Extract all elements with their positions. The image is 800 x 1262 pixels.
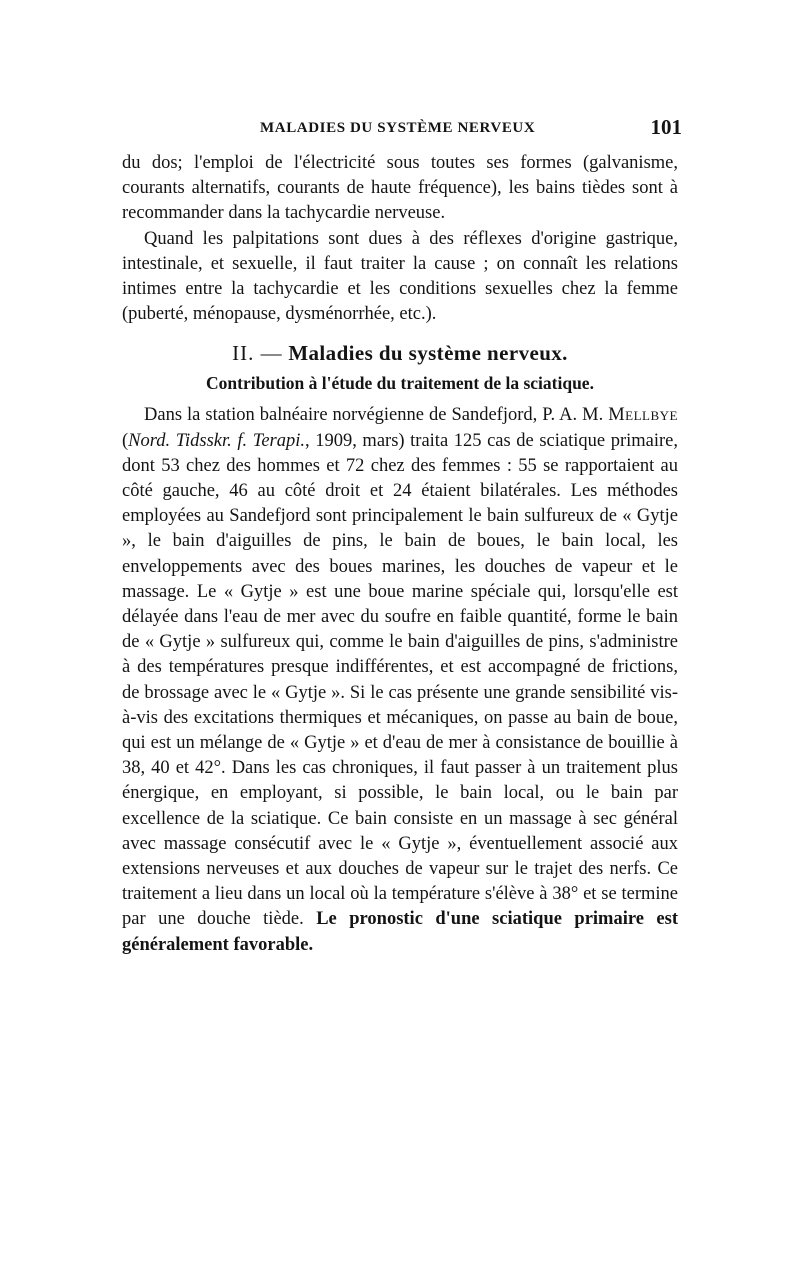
section-number: II. —: [232, 341, 283, 366]
page-number: 101: [650, 115, 682, 139]
paragraph-3-intro: Dans la station balnéaire norvégienne de Sandefjord, P. A. M.: [144, 405, 604, 426]
paragraph-2: Quand les palpitations sont dues à des réflexes d'origine gastrique, intestinale, et sexuelle, il faut traiter la cause ; on connaît les relations intimes entre la tachycardie et les conditions sexuelles chez la femme (puberté, ménopause, dysménorrhée, etc.).: [122, 228, 678, 325]
subsection-heading: Contribution à l'étude du traitement de la sciatique.: [206, 373, 594, 394]
citation-open: (: [122, 430, 129, 451]
section-title: Maladies du système nerveux.: [288, 341, 568, 366]
text-block: [122, 151, 678, 958]
section-heading: [122, 339, 678, 367]
paragraph-3-conclusion: Le pronostic d'une sciatique primaire est généralement favorable.: [122, 909, 678, 955]
running-head: [122, 115, 682, 142]
journal-title: Nord. Tidsskr. f. Terapi.: [128, 430, 305, 451]
paragraph-3-body: , 1909, mars) traita 125 cas de sciatique primaire, dont 53 chez des hommes et 72 chez des femmes : 55 se rapportaient au côté gauche, 46 au côté droit et 24 étaient bilatérales. Les méthodes employées au Sandefjord sont principalement le bain sulfureux de « Gytje », le bain d'aiguilles de pins, le bain de boues, le bain local, les enveloppements avec des boues marines, les douches de vapeur et le massage. Le « Gytje » est une boue marine spéciale qui, lorsqu'elle est délayée dans l'eau de mer avec du soufre en faible quantité, forme le bain de « Gytje » sulfureux qui, comme le bain d'aiguilles de pins, s'administre à des températures presque indifférentes, et est accompagné de frictions, de brossage avec le « Gytje ». Si le cas présente une grande sensibilité vis-à-vis des excitations thermiques et mécaniques, on passe au bain de boue, qui est un mélange de « Gytje » et d'eau de mer à consistance de bouillie à 38, 40 et 42°. Dans les cas chroniques, il faut passer à un traitement plus énergique, en employant, si possible, le bain local, ou le bain par excellence de la sciatique. Ce bain consiste en un massage à sec général avec massage consécutif avec le « Gytje », éventuellement associé aux extensions nerveuses et aux douches de vapeur sur le trajet des nerfs. Ce traitement a lieu dans un local où la température s'élève à 38° et se termine par une douche tiède.: [122, 430, 678, 930]
author-name: Mellbye: [608, 405, 678, 426]
paragraph-3: [122, 403, 678, 957]
paragraph-1: du dos; l'emploi de l'électricité sous toutes ses formes (galvanisme, courants alternatifs, courants de haute fréquence), les bains tièdes sont à recommander dans la tachycardie nerveuse.: [122, 153, 678, 224]
running-title: MALADIES DU SYSTÈME NERVEUX: [260, 120, 536, 136]
